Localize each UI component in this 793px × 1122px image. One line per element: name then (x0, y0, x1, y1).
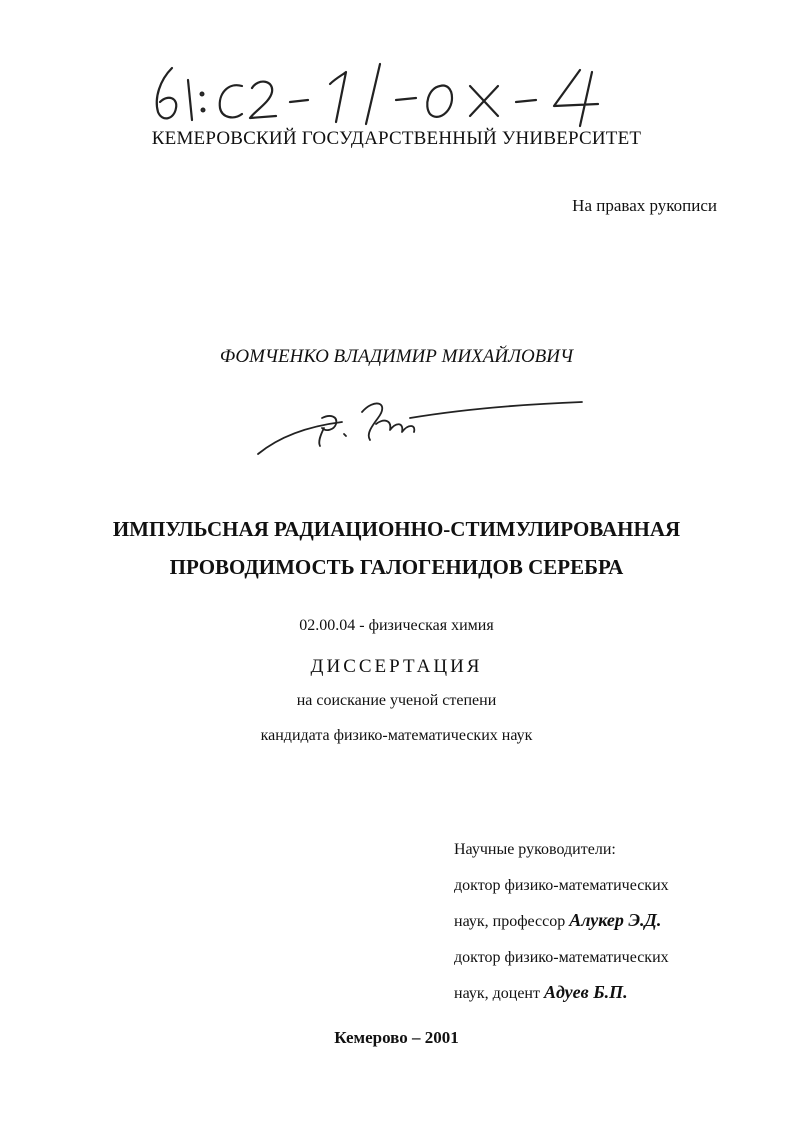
degree-line-2: кандидата физико-математических наук (260, 727, 533, 744)
degree-line-1: на соискание ученой степени (296, 692, 497, 709)
document-type: ДИССЕРТАЦИЯ (310, 656, 483, 677)
city-year: Кемерово – 2001 (334, 1028, 459, 1047)
university-name: КЕМЕРОВСКИЙ ГОСУДАРСТВЕННЫЙ УНИВЕРСИТЕТ (151, 128, 642, 149)
supervisor-1-name: Алукер Э.Д. (569, 910, 662, 930)
title-line-1: ИМПУЛЬСНАЯ РАДИАЦИОННО-СТИМУЛИРОВАННАЯ (112, 517, 681, 541)
supervisors-block (454, 832, 669, 1012)
rights-note: На правах рукописи (572, 196, 717, 215)
supervisor-2-rank: наук, доцент (454, 985, 540, 1002)
dissertation-title (0, 510, 793, 586)
supervisor-1-title: доктор физико-математических (454, 876, 669, 894)
supervisor-2-title: доктор физико-математических (454, 948, 669, 966)
handwritten-catalog-number (140, 50, 640, 130)
title-line-2: ПРОВОДИМОСТЬ ГАЛОГЕНИДОВ СЕРЕБРА (169, 555, 624, 579)
supervisor-1-rank: наук, профессор (454, 913, 566, 930)
specialty: 02.00.04 - физическая химия (299, 617, 494, 634)
supervisor-2-line (454, 975, 669, 1012)
supervisor-2-name: Адуев Б.П. (543, 982, 628, 1002)
author-signature (250, 388, 590, 460)
supervisors-heading: Научные руководители: (454, 841, 616, 858)
supervisor-1-line (454, 903, 669, 940)
author-name: ФОМЧЕНКО ВЛАДИМИР МИХАЙЛОВИЧ (219, 346, 574, 367)
